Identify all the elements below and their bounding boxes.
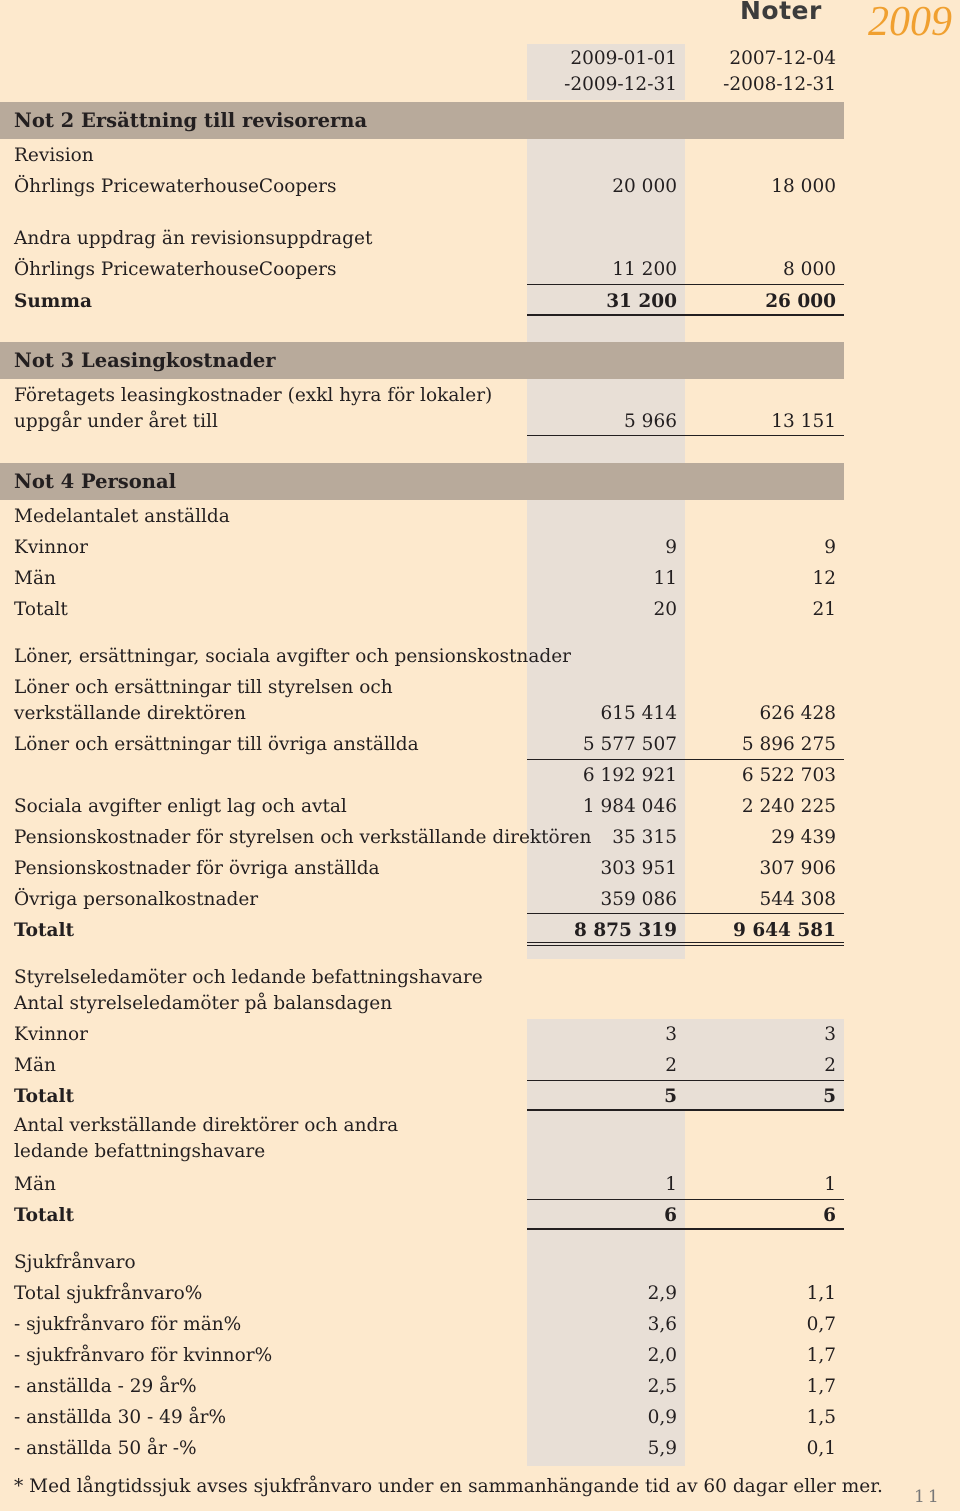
note3-header [0, 342, 844, 379]
table-row: Antal styrelseledamöter på balansdagen [14, 993, 393, 1014]
table-row: Män 1 1 [14, 1174, 836, 1195]
rule-line [527, 314, 844, 316]
table-row: Pensionskostnader för styrelsen och verkställande direktören 35 315 29 439 [14, 827, 836, 848]
table-row: Pensionskostnader för övriga anställda 303 951 307 906 [14, 858, 836, 879]
table-row: - anställda - 29 år% 2,5 1,7 [14, 1376, 836, 1397]
rule-line [527, 1109, 844, 1111]
table-row: Övriga personalkostnader 359 086 544 308 [14, 889, 836, 910]
table-row: Män 11 12 [14, 568, 836, 589]
rule-line [527, 1080, 844, 1081]
rule-line [527, 759, 844, 760]
note2-header [0, 102, 844, 139]
table-row: Total sjukfrånvaro% 2,9 1,1 [14, 1283, 836, 1304]
col1-date-start: 2009-01-01 [570, 48, 677, 69]
table-row: Andra uppdrag än revisionsuppdraget [14, 228, 373, 249]
table-row: Öhrlings PricewaterhouseCoopers 20 000 18 000 [14, 176, 836, 197]
table-row: Öhrlings PricewaterhouseCoopers 11 200 8 000 [14, 259, 836, 280]
table-row: Företagets leasingkostnader (exkl hyra för lokaler) uppgår under året till 5 966 13 151 [14, 385, 836, 432]
note3-title: Not 3 Leasingkostnader [14, 349, 276, 372]
table-row: Antal verkställande direktörer och andra ledande befattningshavare [14, 1115, 399, 1162]
col1-date-end: -2009-12-31 [564, 74, 677, 95]
table-row-total: Totalt 8 875 319 9 644 581 [14, 920, 836, 941]
table-row-subtotal: 6 192 921 6 522 703 [582, 765, 836, 786]
table-row: Löner och ersättningar till övriga anställda 5 577 507 5 896 275 [14, 734, 836, 755]
note4-title: Not 4 Personal [14, 470, 177, 493]
table-row: - sjukfrånvaro för kvinnor% 2,0 1,7 [14, 1345, 836, 1366]
table-row: Män 2 2 [14, 1055, 836, 1076]
table-row: Kvinnor 9 9 [14, 537, 836, 558]
rule-line [527, 913, 844, 914]
rule-line [527, 945, 844, 946]
table-row-total: Totalt 6 6 [14, 1205, 836, 1226]
table-row: - anställda 50 år -% 5,9 0,1 [14, 1438, 836, 1459]
rule-line [527, 942, 844, 943]
rule-line [527, 1228, 844, 1230]
table-row: Styrelseledamöter och ledande befattningshavare [14, 967, 483, 988]
page-number: 11 [914, 1487, 942, 1507]
note2-title: Not 2 Ersättning till revisorerna [14, 109, 368, 132]
col2-date-start: 2007-12-04 [729, 48, 836, 69]
table-row: Medelantalet anställda [14, 506, 230, 527]
table-row: Kvinnor 3 3 [14, 1024, 836, 1045]
table-row: Sjukfrånvaro [14, 1252, 136, 1273]
table-row-total: Summa 31 200 26 000 [14, 291, 836, 312]
col2-date-end: -2008-12-31 [723, 74, 836, 95]
table-row: Löner, ersättningar, sociala avgifter och pensionskostnader [14, 646, 572, 667]
footnote: * Med långtidssjuk avses sjukfrånvaro under en sammanhängande tid av 60 dagar eller mer. [14, 1476, 883, 1497]
rule-line [527, 284, 844, 285]
table-row: Totalt 20 21 [14, 599, 836, 620]
table-row: Sociala avgifter enligt lag och avtal 1 984 046 2 240 225 [14, 796, 836, 817]
table-row: Löner och ersättningar till styrelsen och verkställande direktören 615 414 626 428 [14, 677, 836, 724]
table-row-total: Totalt 5 5 [14, 1086, 836, 1107]
rule-line [527, 1199, 844, 1200]
rule-line [527, 435, 844, 436]
table-row: Revision [14, 145, 94, 166]
note4-header [0, 463, 844, 500]
table-row: - anställda 30 - 49 år% 0,9 1,5 [14, 1407, 836, 1428]
table-row: - sjukfrånvaro för män% 3,6 0,7 [14, 1314, 836, 1335]
section-title: Noter [740, 0, 822, 25]
year-label: 2009 [868, 0, 952, 45]
